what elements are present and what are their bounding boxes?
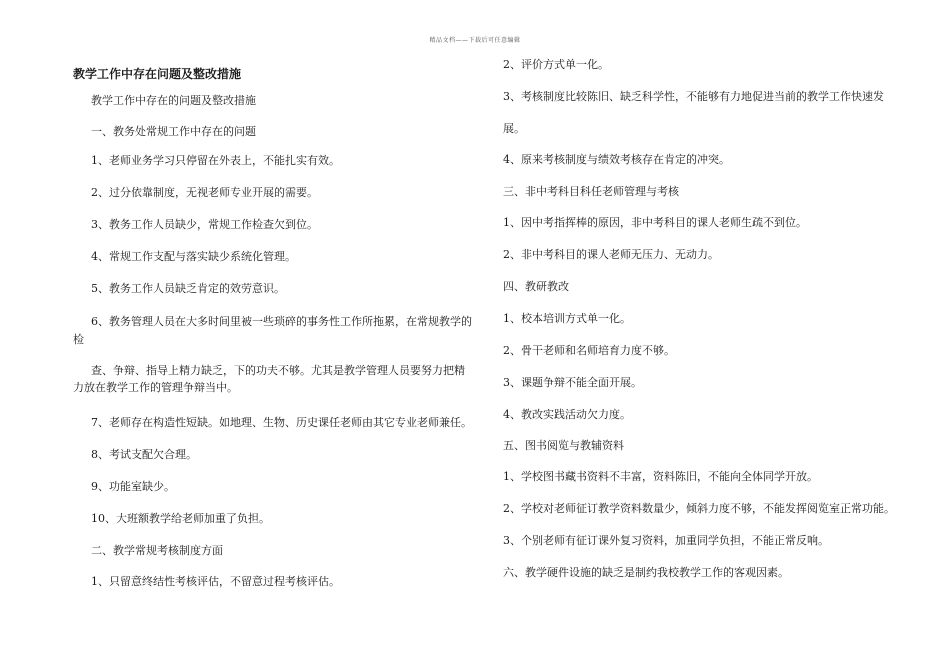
- list-item-continuation: 力放在教学工作的管理争辩当中。: [73, 381, 238, 394]
- section-heading-2: 二、教学常规考核制度方面: [91, 544, 223, 557]
- list-item: 3、课题争辩不能全面开展。: [503, 376, 642, 389]
- list-item: 10、大班额教学给老师加重了负担。: [91, 512, 270, 525]
- list-item: 1、老师业务学习只停留在外表上，不能扎实有效。: [91, 154, 340, 167]
- list-item-continuation: 检: [73, 333, 84, 346]
- list-item: 6、教务管理人员在大多时间里被一些琐碎的事务性工作所拖累，在常规教学的: [91, 315, 472, 328]
- list-item: 8、考试支配欠合理。: [91, 448, 197, 461]
- header-note: 精品文档——下载后可任意编辑: [429, 37, 521, 44]
- section-heading-1: 一、教务处常规工作中存在的问题: [91, 125, 256, 138]
- list-item: 2、非中考科目的课人老师无压力、无动力。: [503, 248, 719, 261]
- list-item: 1、只留意终结性考核评估，不留意过程考核评估。: [91, 575, 340, 588]
- list-item: 3、教务工作人员缺少，常规工作检查欠到位。: [91, 218, 318, 231]
- section-heading-3: 三、非中考科目科任老师管理与考核: [503, 185, 679, 198]
- document-subtitle: 教学工作中存在的问题及整改措施: [91, 94, 256, 107]
- list-item: 2、骨干老师和名师培育力度不够。: [503, 344, 675, 357]
- list-item: 1、校本培训方式单一化。: [503, 312, 631, 325]
- list-item: 1、因中考指挥棒的原因，非中考科目的课人老师生疏不到位。: [503, 216, 807, 229]
- list-item: 3、考核制度比较陈旧、缺乏科学性，不能够有力地促进当前的教学工作快速发: [503, 90, 884, 103]
- list-item: 7、老师存在构造性短缺。如地理、生物、历史课任老师由其它专业老师兼任。: [91, 416, 472, 429]
- list-item: 2、学校对老师征订教学资料数量少，倾斜力度不够，不能发挥阅览室正常功能。: [503, 502, 895, 515]
- list-item: 9、功能室缺少。: [91, 480, 175, 493]
- list-item-continuation: 展。: [503, 122, 525, 135]
- list-item: 4、常规工作支配与落实缺少系统化管理。: [91, 250, 296, 263]
- list-item: 4、教改实践活动欠力度。: [503, 408, 631, 421]
- section-heading-5: 五、图书阅览与教辅资料: [503, 439, 624, 452]
- list-item: 4、原来考核制度与绩效考核存在肯定的冲突。: [503, 153, 730, 166]
- list-item: 2、过分依靠制度，无视老师专业开展的需要。: [91, 186, 318, 199]
- section-heading-6: 六、教学硬件设施的缺乏是制约我校教学工作的客观因素。: [503, 566, 789, 579]
- list-item: 1、学校图书藏书资料不丰富，资料陈旧，不能向全体同学开放。: [503, 470, 818, 483]
- list-item: 5、教务工作人员缺乏肯定的效劳意识。: [91, 282, 285, 295]
- document-title: 教学工作中存在问题及整改措施: [73, 67, 242, 81]
- list-item: 2、评价方式单一化。: [503, 58, 609, 71]
- list-item: 3、个别老师有征订课外复习资料，加重同学负担，不能正常反响。: [503, 534, 829, 547]
- section-heading-4: 四、教研教改: [503, 280, 569, 293]
- list-item-continuation: 查、争辩、指导上精力缺乏，下的功夫不够。尤其是教学管理人员要努力把精: [91, 364, 465, 377]
